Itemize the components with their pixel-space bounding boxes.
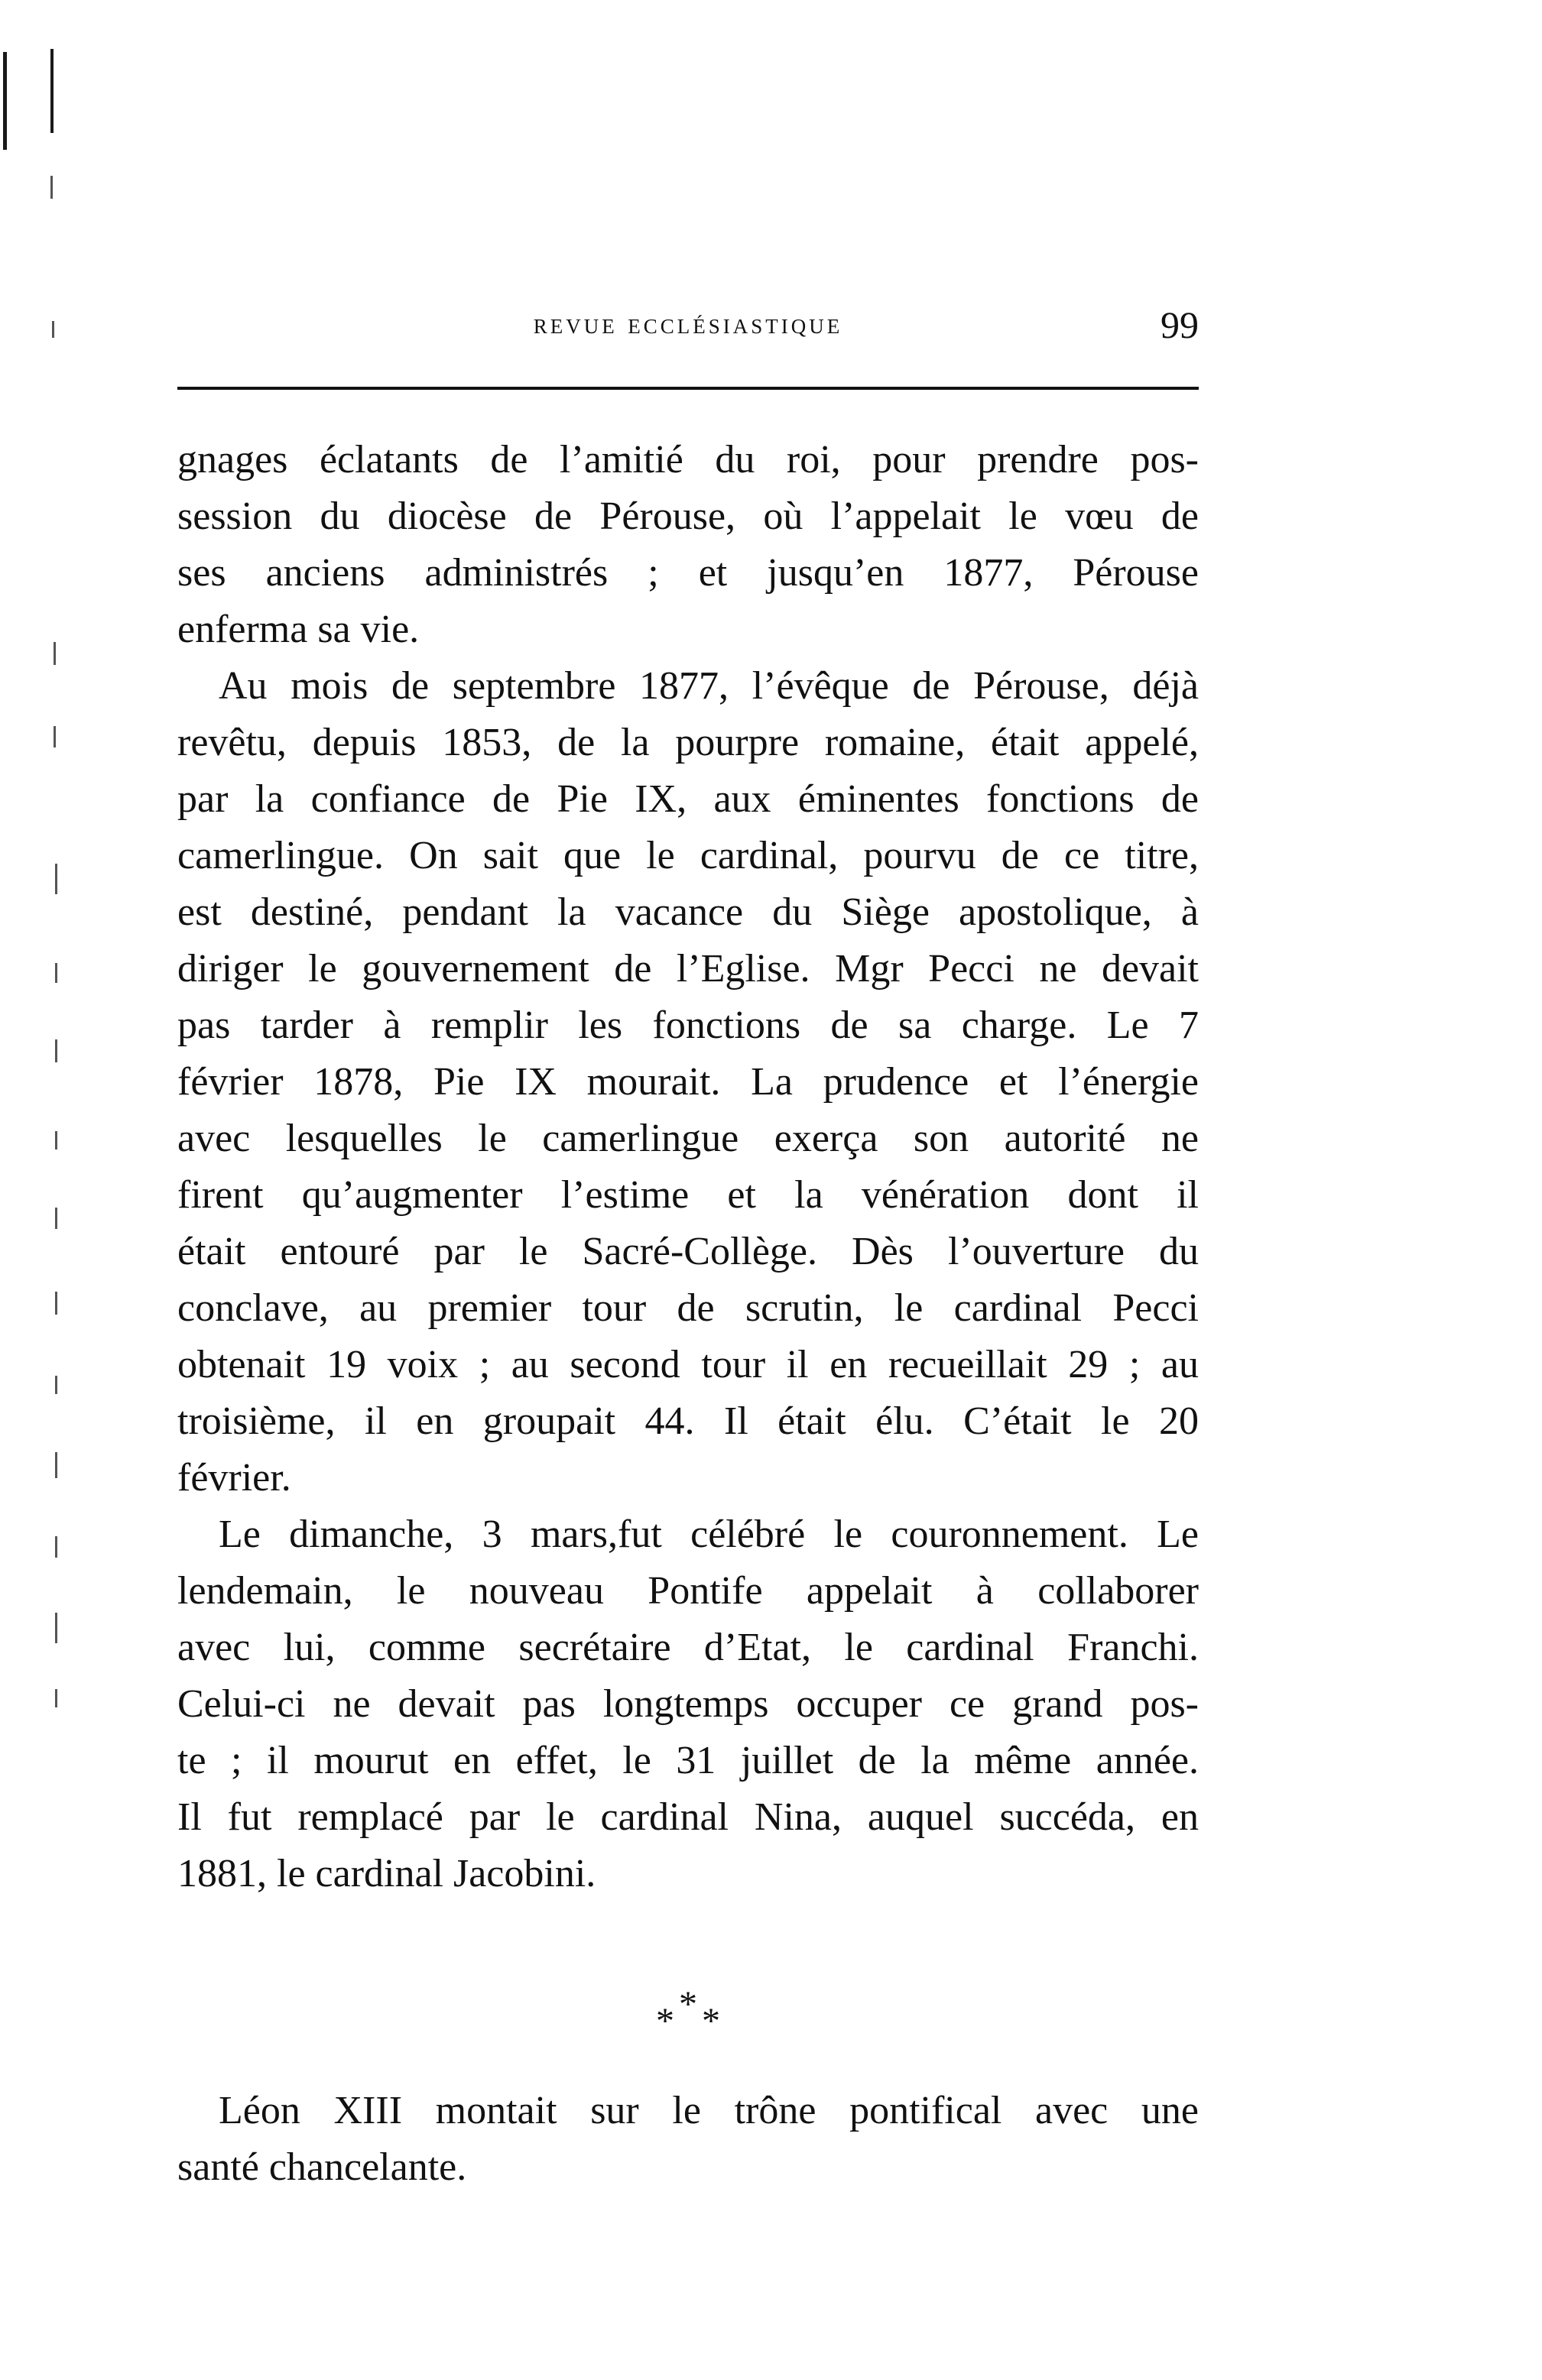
gutter-dot xyxy=(55,1452,57,1478)
body-text xyxy=(177,432,1199,1902)
text-line: conclave, au premier tour de scrutin, le cardinal Pecci xyxy=(177,1286,1199,1330)
text-line: gnages éclatants de l’amitié du roi, pour prendre pos- xyxy=(177,438,1199,482)
text-line: février. xyxy=(177,1456,291,1500)
gutter-dot xyxy=(55,1376,57,1394)
gutter-dot xyxy=(55,1039,57,1062)
gutter-dot xyxy=(55,1292,57,1315)
running-head xyxy=(177,303,1199,352)
header-rule xyxy=(177,387,1199,390)
gutter-mark-outer xyxy=(3,52,7,150)
asterism-star-right: * xyxy=(702,2001,720,2041)
text-line: est destiné, pendant la vacance du Siège apostolique, à xyxy=(177,890,1199,934)
gutter-dot xyxy=(54,642,56,665)
text-line: troisième, il en groupait 44. Il était élu. C’était le 20 xyxy=(177,1399,1199,1443)
text-line: enferma sa vie. xyxy=(177,608,420,651)
gutter-dot xyxy=(55,1689,57,1707)
gutter-mark-inner xyxy=(50,49,54,133)
text-line: Il fut remplacé par le cardinal Nina, auquel succéda, en xyxy=(177,1795,1199,1839)
asterism-star-top: * xyxy=(679,1984,697,2025)
text-line: pas tarder à remplir les fonctions de sa charge. Le 7 xyxy=(177,1004,1199,1047)
text-line: revêtu, depuis 1853, de la pourpre romaine, était appelé, xyxy=(177,721,1199,764)
text-line: diriger le gouvernement de l’Eglise. Mgr Pecci ne devait xyxy=(177,947,1199,991)
text-line: par la confiance de Pie IX, aux éminentes fonctions de xyxy=(177,777,1199,821)
gutter-dot xyxy=(54,726,56,747)
text-line: lendemain, le nouveau Pontife appelait à collaborer xyxy=(177,1569,1199,1613)
text-line: avec lesquelles le camerlingue exerça son autorité ne xyxy=(177,1117,1199,1160)
text-line: camerlingue. On sait que le cardinal, pourvu de ce titre, xyxy=(177,834,1199,877)
gutter-dot xyxy=(55,1131,57,1149)
page-number: 99 xyxy=(1161,303,1199,346)
text-line: session du diocèse de Pérouse, où l’appelait le vœu de xyxy=(177,494,1199,538)
gutter-dot xyxy=(50,176,53,199)
text-line: Celui-ci ne devait pas longtemps occuper ce grand pos- xyxy=(177,1682,1199,1726)
text-line: avec lui, comme secrétaire d’Etat, le cardinal Franchi. xyxy=(177,1626,1199,1669)
text-line: Le dimanche, 3 mars,fut célébré le couronnement. Le xyxy=(219,1513,1199,1556)
gutter-dot xyxy=(55,864,57,894)
asterism-separator xyxy=(650,1983,734,2052)
gutter-dot xyxy=(55,1613,57,1643)
text-line: santé chancelante. xyxy=(177,2145,467,2189)
gutter-dot xyxy=(55,963,57,983)
text-line: 1881, le cardinal Jacobini. xyxy=(177,1852,596,1895)
gutter-dot xyxy=(55,1208,57,1229)
text-line: obtenait 19 voix ; au second tour il en recueillait 29 ; au xyxy=(177,1343,1199,1386)
text-line: ses anciens administrés ; et jusqu’en 1877, Pérouse xyxy=(177,551,1199,595)
final-paragraph xyxy=(177,2083,1199,2196)
text-line: firent qu’augmenter l’estime et la vénération dont il xyxy=(177,1173,1199,1217)
gutter-dot xyxy=(52,321,54,338)
asterism-star-left: * xyxy=(656,2001,674,2041)
text-line: février 1878, Pie IX mourait. La prudence et l’énergie xyxy=(177,1060,1199,1104)
text-line: était entouré par le Sacré-Collège. Dès l’ouverture du xyxy=(177,1230,1199,1273)
text-line: Léon XIII montait sur le trône pontifical avec une xyxy=(219,2089,1199,2132)
text-line: te ; il mourut en effet, le 31 juillet de la même année. xyxy=(177,1739,1199,1782)
running-title: revue ecclésiastique xyxy=(533,308,843,340)
gutter-dot xyxy=(55,1536,57,1558)
text-line: Au mois de septembre 1877, l’évêque de Pérouse, déjà xyxy=(219,664,1199,708)
